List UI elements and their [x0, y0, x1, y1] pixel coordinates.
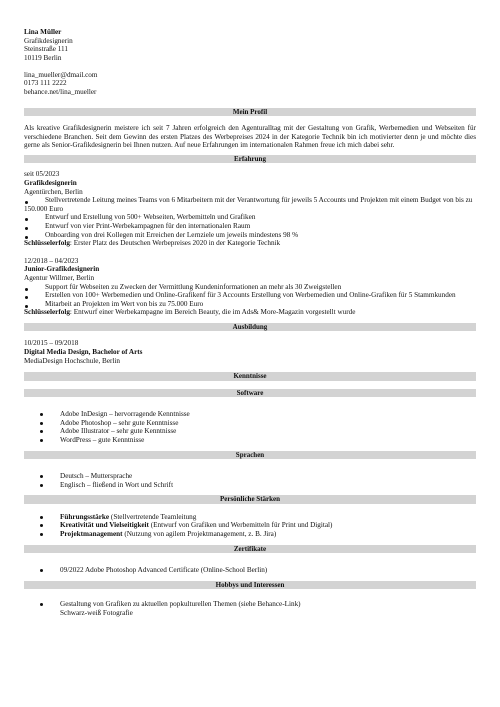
experience-period: seit 05/2023 [24, 170, 60, 179]
strength-label: Kreativität und Vielseitigkeit [60, 521, 149, 530]
section-header-skills: Kenntnisse [24, 372, 476, 381]
list-item: Adobe InDesign – hervorragende Kenntnisse [40, 410, 476, 419]
education-school: MediaDesign Hochschule, Berlin [24, 356, 121, 365]
list-item [40, 600, 476, 617]
education-degree: Digital Media Design, Bachelor of Arts [24, 348, 143, 357]
strengths-list [24, 513, 476, 539]
key-achievement-text: : Erster Platz des Deutschen Werbepreises 2020 in der Kategorie Technik [69, 239, 281, 248]
strength-label: Führungsstärke [60, 512, 110, 521]
list-item [40, 521, 476, 530]
strength-label: Projektmanagement [60, 529, 123, 538]
list-item: Stellvertretende Leitung meines Teams von 6 Mitarbeitern mit der Verantwortung für jeweils 5 Accounts und Projekten mit einem Budget von bis zu 150.000 Euro [24, 196, 476, 213]
list-item [40, 513, 476, 522]
hobbies-list [24, 600, 476, 617]
experience-role: Junior-Grafikdesignerin [24, 265, 100, 274]
list-item: Adobe Illustrator – sehr gute Kenntnisse [40, 427, 476, 436]
street-address: Steinstraße 111 [24, 45, 68, 54]
list-item: Entwurf und Erstellung von 500+ Webseiten, Werbemitteln und Grafiken [24, 213, 476, 222]
section-header-languages: Sprachen [24, 451, 476, 460]
resume-page [24, 28, 476, 617]
hobby-item: Gestaltung von Grafiken zu aktuellen popkulturellen Themen (siehe Behance-Link) [60, 600, 301, 609]
section-header-strengths: Persönliche Stärken [24, 495, 476, 504]
key-achievement-text: : Entwurf einer Werbekampagne im Bereich Beauty, die im Ads& More-Magazin vorgestellt wurde [69, 308, 356, 317]
candidate-title: Grafikdesignerin [24, 36, 73, 45]
certificates-list [24, 566, 476, 575]
experience-period: 12/2018 – 04/2023 [24, 256, 79, 265]
experience-entry-1 [24, 170, 476, 247]
candidate-name: Lina Müller [24, 28, 62, 36]
hobby-extra: Schwarz-weiß Fotografie [60, 608, 133, 617]
experience-bullets [24, 196, 476, 239]
education-entry [24, 339, 476, 365]
list-item: Erstellen von 100+ Werbemedien und Online-Grafikenf für 3 Accounts Erstellung von Werbemedien und Online-Grafiken für 5 Stammkunden [24, 291, 476, 300]
list-item: Deutsch – Muttersprache [40, 472, 476, 481]
city-address: 10119 Berlin [24, 53, 62, 62]
key-achievement-label: Schlüsselerfolg [24, 308, 70, 317]
list-item [40, 530, 476, 539]
list-item: WordPress – gute Kenntnisse [40, 436, 476, 445]
list-item: Englisch – fließend in Wort und Schrift [40, 481, 476, 490]
strength-detail: (Entwurf von Grafiken und Werbemitteln für Print und Digital) [148, 521, 333, 530]
key-achievement [24, 239, 476, 248]
strength-detail: (Stellvertretende Teamleitung [109, 512, 197, 521]
strength-detail: (Nutzung von agilem Projektmanagement, z. B. Jira) [122, 529, 277, 538]
section-header-software: Software [24, 389, 476, 398]
list-item: Mitarbeit an Projekten im Wert von bis zu 75.000 Euro [24, 300, 476, 309]
list-item: Onboarding von drei Kollegen mit Erreichen der Lernziele um jeweils mindestens 98 % [24, 231, 476, 240]
section-header-certificates: Zertifikate [24, 545, 476, 554]
education-period: 10/2015 – 09/2018 [24, 339, 79, 348]
profile-text: Als kreative Grafikdesignerin meistere ich seit 7 Jahren erfolgreich den Agenturalltag mit der Gestaltung von Grafik, Werbemedien und Webseiten für verschiedene Branchen. Seit dem Gewinn des ersten Platzes des Werbepreises 2024 in der Kategorie Technik bin ich motivierter denn je und möchte dies gerne als Senior-Grafikdesignerin bei Ihnen nutzen. Auf neue Erfahrungen im internationalen Rahmen freue ich mich dabei sehr. [24, 124, 476, 150]
experience-bullets [24, 283, 476, 309]
software-list [24, 410, 476, 444]
section-header-profile: Mein Profil [24, 108, 476, 117]
phone-number[interactable]: 0173 111 2222 [24, 79, 67, 88]
list-item: Entwurf von vier Print-Werbekampagnen für den internationalen Raum [24, 222, 476, 231]
section-header-education: Ausbildung [24, 323, 476, 332]
contact-block [24, 28, 476, 97]
section-header-hobbies: Hobbys und Interessen [24, 581, 476, 590]
key-achievement-label: Schlüsselerfolg [24, 239, 70, 248]
list-item: Support für Webseiten zu Zwecken der Vermittlung Kundeninformationen an mehr als 30 Zweigstellen [24, 283, 476, 292]
experience-company: Agentur Willmer, Berlin [24, 273, 95, 282]
list-item: 09/2022 Adobe Photoshop Advanced Certificate (Online-School Berlin) [40, 566, 476, 575]
experience-entry-2 [24, 257, 476, 317]
experience-company: Agentürchen, Berlin [24, 187, 83, 196]
key-achievement [24, 308, 476, 317]
email-address[interactable]: lina_mueller@dmail.com [24, 70, 98, 79]
list-item: Adobe Photoshop – sehr gute Kenntnisse [40, 419, 476, 428]
section-header-experience: Erfahrung [24, 155, 476, 164]
experience-role: Grafikdesignerin [24, 179, 77, 188]
website-link[interactable]: behance.net/lina_mueller [24, 88, 97, 97]
languages-list [24, 472, 476, 489]
